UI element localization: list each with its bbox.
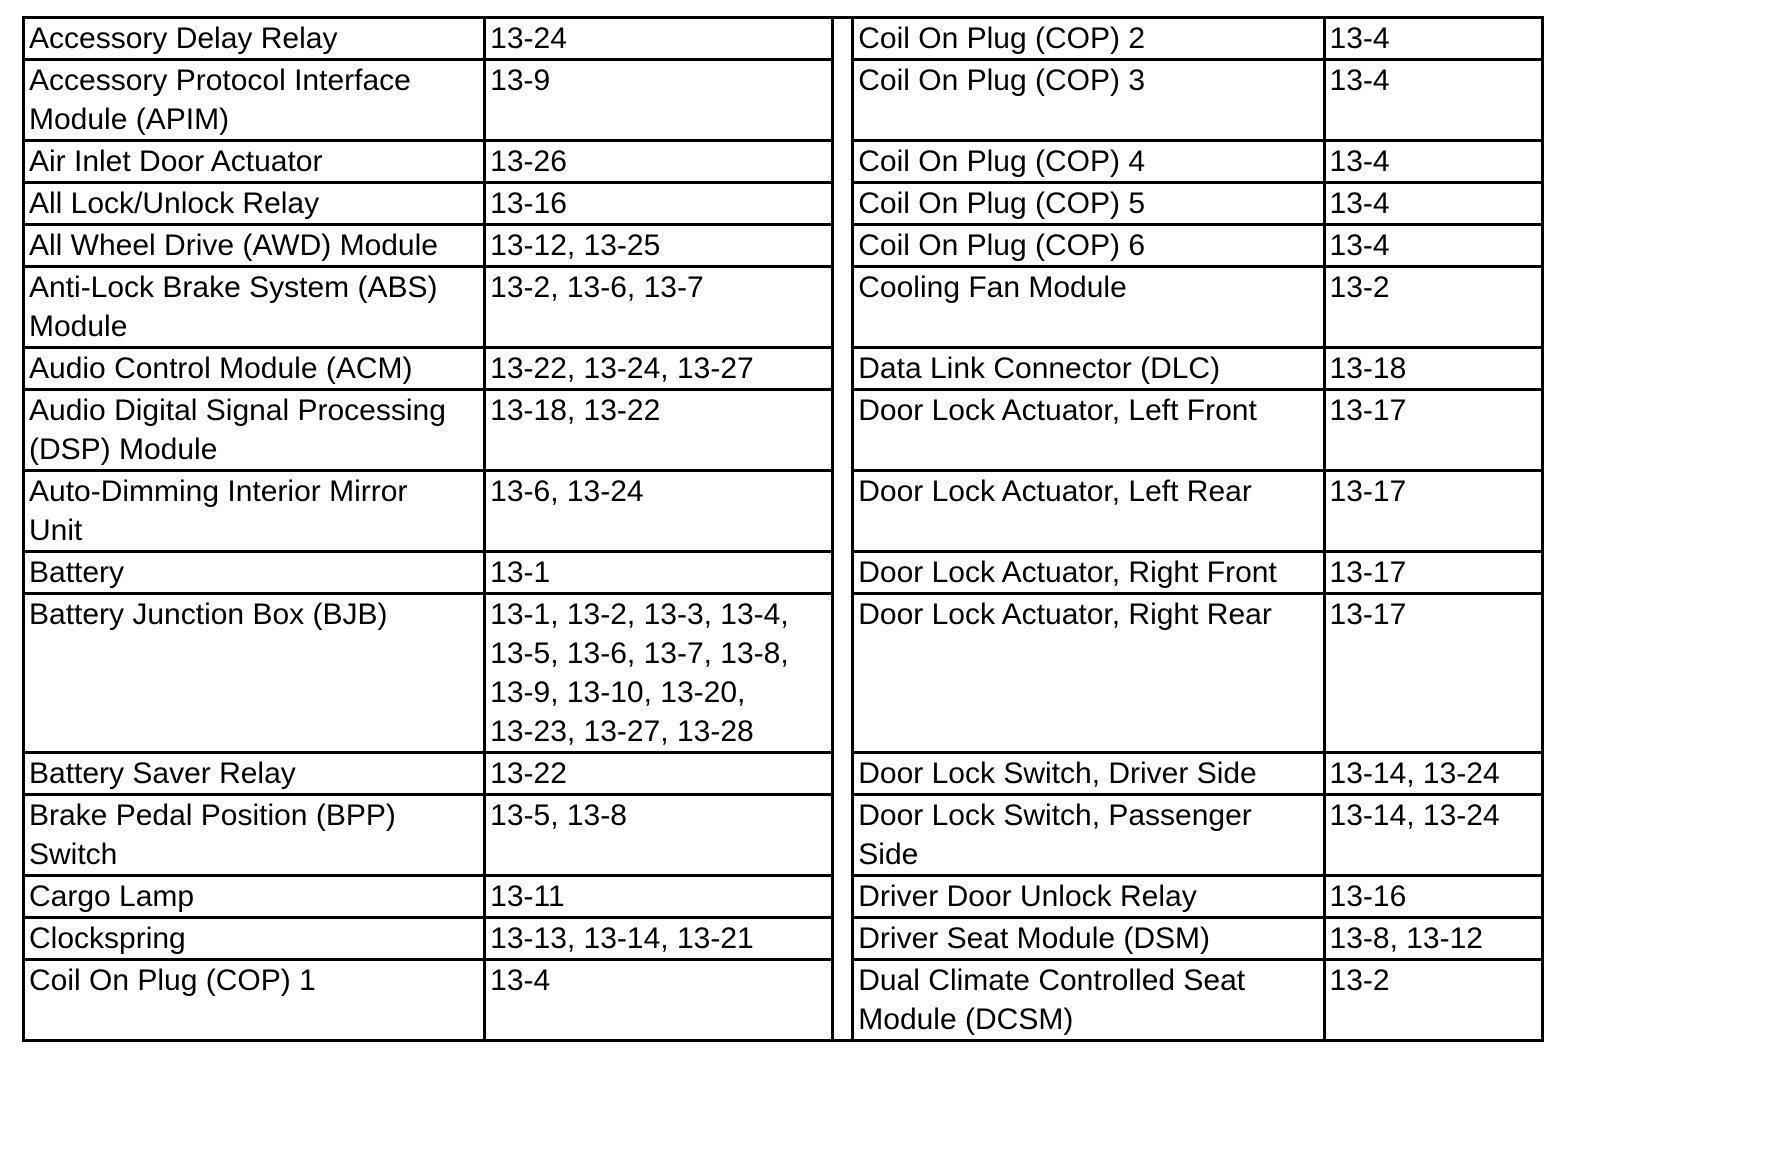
component-name-left bbox=[24, 876, 485, 918]
page-refs-left bbox=[485, 390, 833, 471]
table-row bbox=[24, 18, 1543, 60]
page-refs-right-line: 13-8, 13-12 bbox=[1329, 922, 1483, 955]
component-name-right-line: Door Lock Switch, Passenger bbox=[858, 799, 1252, 832]
component-name-left-line: Auto-Dimming Interior Mirror bbox=[29, 475, 408, 508]
component-name-left-line: Battery Junction Box (BJB) bbox=[29, 598, 388, 631]
component-name-left bbox=[24, 390, 485, 471]
page-refs-right-line: 13-2 bbox=[1329, 964, 1390, 997]
column-gap bbox=[833, 183, 853, 225]
component-name-right bbox=[853, 267, 1324, 348]
page-refs-left bbox=[485, 876, 833, 918]
component-name-left bbox=[24, 60, 485, 141]
component-name-right-line: Coil On Plug (COP) 2 bbox=[858, 22, 1146, 55]
component-name-left-line: All Wheel Drive (AWD) Module bbox=[29, 229, 438, 262]
page-refs-left bbox=[485, 918, 833, 960]
page-refs-right bbox=[1324, 225, 1542, 267]
component-name-right bbox=[853, 918, 1324, 960]
page-refs-right-line: 13-4 bbox=[1329, 22, 1390, 55]
component-name-left bbox=[24, 753, 485, 795]
page-refs-left-line: 13-22, 13-24, 13-27 bbox=[490, 352, 754, 385]
component-name-right-line: Door Lock Actuator, Right Rear bbox=[858, 598, 1272, 631]
component-name-left bbox=[24, 960, 485, 1041]
page-refs-right-line: 13-18 bbox=[1329, 352, 1407, 385]
column-gap bbox=[833, 918, 853, 960]
page-refs-left bbox=[485, 18, 833, 60]
table-row bbox=[24, 960, 1543, 1041]
component-name-left-line: Module (APIM) bbox=[29, 103, 230, 136]
table-row bbox=[24, 753, 1543, 795]
page-refs-right bbox=[1324, 141, 1542, 183]
component-name-right bbox=[853, 18, 1324, 60]
page-refs-left bbox=[485, 267, 833, 348]
table-row bbox=[24, 876, 1543, 918]
page-refs-left bbox=[485, 141, 833, 183]
component-name-left-line: Cargo Lamp bbox=[29, 880, 195, 913]
page-refs-left-line: 13-5, 13-8 bbox=[490, 799, 627, 832]
page-refs-right bbox=[1324, 594, 1542, 753]
component-name-left bbox=[24, 348, 485, 390]
component-name-left-line: Switch bbox=[29, 838, 118, 871]
component-name-right-line: Door Lock Actuator, Left Front bbox=[858, 394, 1257, 427]
page-refs-right-line: 13-2 bbox=[1329, 271, 1390, 304]
page-refs-right-line: 13-16 bbox=[1329, 880, 1407, 913]
column-gap bbox=[833, 267, 853, 348]
page-refs-right-line: 13-17 bbox=[1329, 598, 1407, 631]
component-name-right-line: Cooling Fan Module bbox=[858, 271, 1127, 304]
component-name-left bbox=[24, 795, 485, 876]
component-name-left-line: Accessory Protocol Interface bbox=[29, 64, 411, 97]
page-refs-left bbox=[485, 348, 833, 390]
component-name-left bbox=[24, 471, 485, 552]
page-refs-right bbox=[1324, 348, 1542, 390]
page-refs-right bbox=[1324, 552, 1542, 594]
page-refs-left-line: 13-1 bbox=[490, 556, 551, 589]
table-row bbox=[24, 471, 1543, 552]
page-refs-left bbox=[485, 594, 833, 753]
component-name-left-line: Unit bbox=[29, 514, 83, 547]
column-gap bbox=[833, 390, 853, 471]
component-name-right-line: Door Lock Actuator, Right Front bbox=[858, 556, 1277, 589]
page-refs-left bbox=[485, 60, 833, 141]
column-gap bbox=[833, 960, 853, 1041]
component-name-left-line: All Lock/Unlock Relay bbox=[29, 187, 320, 220]
page-refs-right bbox=[1324, 183, 1542, 225]
page-refs-right-line: 13-4 bbox=[1329, 187, 1390, 220]
page-refs-left bbox=[485, 552, 833, 594]
component-name-right bbox=[853, 471, 1324, 552]
page-refs-left bbox=[485, 225, 833, 267]
component-name-right-line: Driver Seat Module (DSM) bbox=[858, 922, 1211, 955]
column-gap bbox=[833, 18, 853, 60]
component-name-right-line: Coil On Plug (COP) 5 bbox=[858, 187, 1146, 220]
component-name-left bbox=[24, 183, 485, 225]
component-name-right-line: Side bbox=[858, 838, 919, 871]
column-gap bbox=[833, 141, 853, 183]
component-name-left-line: Brake Pedal Position (BPP) bbox=[29, 799, 396, 832]
page-refs-left-line: 13-23, 13-27, 13-28 bbox=[490, 715, 754, 748]
page-refs-left-line: 13-2, 13-6, 13-7 bbox=[490, 271, 704, 304]
component-name-right-line: Door Lock Actuator, Left Rear bbox=[858, 475, 1252, 508]
component-name-left-line: Battery Saver Relay bbox=[29, 757, 296, 790]
page-refs-right-line: 13-17 bbox=[1329, 394, 1407, 427]
page-refs-left-line: 13-26 bbox=[490, 145, 567, 178]
page-refs-right-line: 13-4 bbox=[1329, 145, 1390, 178]
component-index-table bbox=[22, 16, 1544, 1042]
component-name-right bbox=[853, 183, 1324, 225]
component-name-right bbox=[853, 960, 1324, 1041]
component-name-right-line: Coil On Plug (COP) 4 bbox=[858, 145, 1146, 178]
page-refs-right bbox=[1324, 60, 1542, 141]
component-name-right bbox=[853, 60, 1324, 141]
component-name-left bbox=[24, 18, 485, 60]
component-name-left bbox=[24, 141, 485, 183]
component-name-right bbox=[853, 552, 1324, 594]
component-name-right bbox=[853, 795, 1324, 876]
page-refs-right-line: 13-14, 13-24 bbox=[1329, 757, 1500, 790]
page-refs-left-line: 13-6, 13-24 bbox=[490, 475, 644, 508]
component-name-right bbox=[853, 876, 1324, 918]
page-refs-right-line: 13-17 bbox=[1329, 556, 1407, 589]
component-name-left-line: (DSP) Module bbox=[29, 433, 218, 466]
component-index-body bbox=[24, 18, 1543, 1041]
page-refs-left-line: 13-11 bbox=[490, 880, 565, 913]
page-refs-left-line: 13-9 bbox=[490, 64, 551, 97]
page-refs-right-line: 13-17 bbox=[1329, 475, 1407, 508]
component-name-left bbox=[24, 225, 485, 267]
component-name-left-line: Air Inlet Door Actuator bbox=[29, 145, 323, 178]
page-refs-right-line: 13-4 bbox=[1329, 229, 1390, 262]
component-name-left-line: Module bbox=[29, 310, 128, 343]
page-refs-left-line: 13-16 bbox=[490, 187, 567, 220]
component-name-left bbox=[24, 267, 485, 348]
page-refs-left-line: 13-9, 13-10, 13-20, bbox=[490, 676, 746, 709]
component-name-right bbox=[853, 141, 1324, 183]
page-refs-left bbox=[485, 753, 833, 795]
component-name-right-line: Door Lock Switch, Driver Side bbox=[858, 757, 1257, 790]
table-row bbox=[24, 60, 1543, 141]
page-refs-right-line: 13-4 bbox=[1329, 64, 1390, 97]
page-refs-left-line: 13-12, 13-25 bbox=[490, 229, 661, 262]
component-name-right-line: Coil On Plug (COP) 3 bbox=[858, 64, 1146, 97]
component-name-right bbox=[853, 225, 1324, 267]
component-name-left bbox=[24, 918, 485, 960]
component-name-right-line: Data Link Connector (DLC) bbox=[858, 352, 1221, 385]
table-row bbox=[24, 348, 1543, 390]
table-row bbox=[24, 225, 1543, 267]
component-name-right-line: Module (DCSM) bbox=[858, 1003, 1074, 1036]
component-name-right bbox=[853, 390, 1324, 471]
table-row bbox=[24, 795, 1543, 876]
page-refs-left-line: 13-1, 13-2, 13-3, 13-4, bbox=[490, 598, 789, 631]
component-name-left-line: Clockspring bbox=[29, 922, 186, 955]
page-refs-right bbox=[1324, 876, 1542, 918]
component-name-left-line: Anti-Lock Brake System (ABS) bbox=[29, 271, 438, 304]
page-refs-left-line: 13-24 bbox=[490, 22, 567, 55]
component-name-left-line: Audio Digital Signal Processing bbox=[29, 394, 446, 427]
table-row bbox=[24, 552, 1543, 594]
page-refs-left-line: 13-13, 13-14, 13-21 bbox=[490, 922, 754, 955]
page-refs-left-line: 13-18, 13-22 bbox=[490, 394, 661, 427]
component-name-right-line: Coil On Plug (COP) 6 bbox=[858, 229, 1146, 262]
page-refs-left-line: 13-22 bbox=[490, 757, 567, 790]
column-gap bbox=[833, 552, 853, 594]
component-name-left bbox=[24, 594, 485, 753]
page-refs-left-line: 13-5, 13-6, 13-7, 13-8, bbox=[490, 637, 789, 670]
column-gap bbox=[833, 225, 853, 267]
component-name-right bbox=[853, 594, 1324, 753]
component-name-left-line: Coil On Plug (COP) 1 bbox=[29, 964, 316, 997]
page-refs-left bbox=[485, 471, 833, 552]
page-refs-right-line: 13-14, 13-24 bbox=[1329, 799, 1500, 832]
page-refs-left bbox=[485, 183, 833, 225]
column-gap bbox=[833, 348, 853, 390]
component-name-right-line: Driver Door Unlock Relay bbox=[858, 880, 1197, 913]
component-name-right-line: Dual Climate Controlled Seat bbox=[858, 964, 1246, 997]
page-refs-right bbox=[1324, 753, 1542, 795]
page-refs-left bbox=[485, 795, 833, 876]
component-name-left-line: Audio Control Module (ACM) bbox=[29, 352, 413, 385]
component-name-left-line: Battery bbox=[29, 556, 125, 589]
column-gap bbox=[833, 876, 853, 918]
page-refs-left-line: 13-4 bbox=[490, 964, 551, 997]
page-refs-right bbox=[1324, 390, 1542, 471]
table-row bbox=[24, 141, 1543, 183]
page-refs-right bbox=[1324, 960, 1542, 1041]
page-refs-right bbox=[1324, 471, 1542, 552]
page-refs-right bbox=[1324, 918, 1542, 960]
page-refs-left bbox=[485, 960, 833, 1041]
table-row bbox=[24, 390, 1543, 471]
table-row bbox=[24, 267, 1543, 348]
table-row bbox=[24, 918, 1543, 960]
page-refs-right bbox=[1324, 795, 1542, 876]
table-row bbox=[24, 594, 1543, 753]
page-refs-right bbox=[1324, 267, 1542, 348]
component-name-right bbox=[853, 348, 1324, 390]
component-name-right bbox=[853, 753, 1324, 795]
page-refs-right bbox=[1324, 18, 1542, 60]
component-name-left-line: Accessory Delay Relay bbox=[29, 22, 338, 55]
column-gap bbox=[833, 60, 853, 141]
component-name-left bbox=[24, 552, 485, 594]
column-gap bbox=[833, 471, 853, 552]
column-gap bbox=[833, 753, 853, 795]
column-gap bbox=[833, 594, 853, 753]
column-gap bbox=[833, 795, 853, 876]
table-row bbox=[24, 183, 1543, 225]
